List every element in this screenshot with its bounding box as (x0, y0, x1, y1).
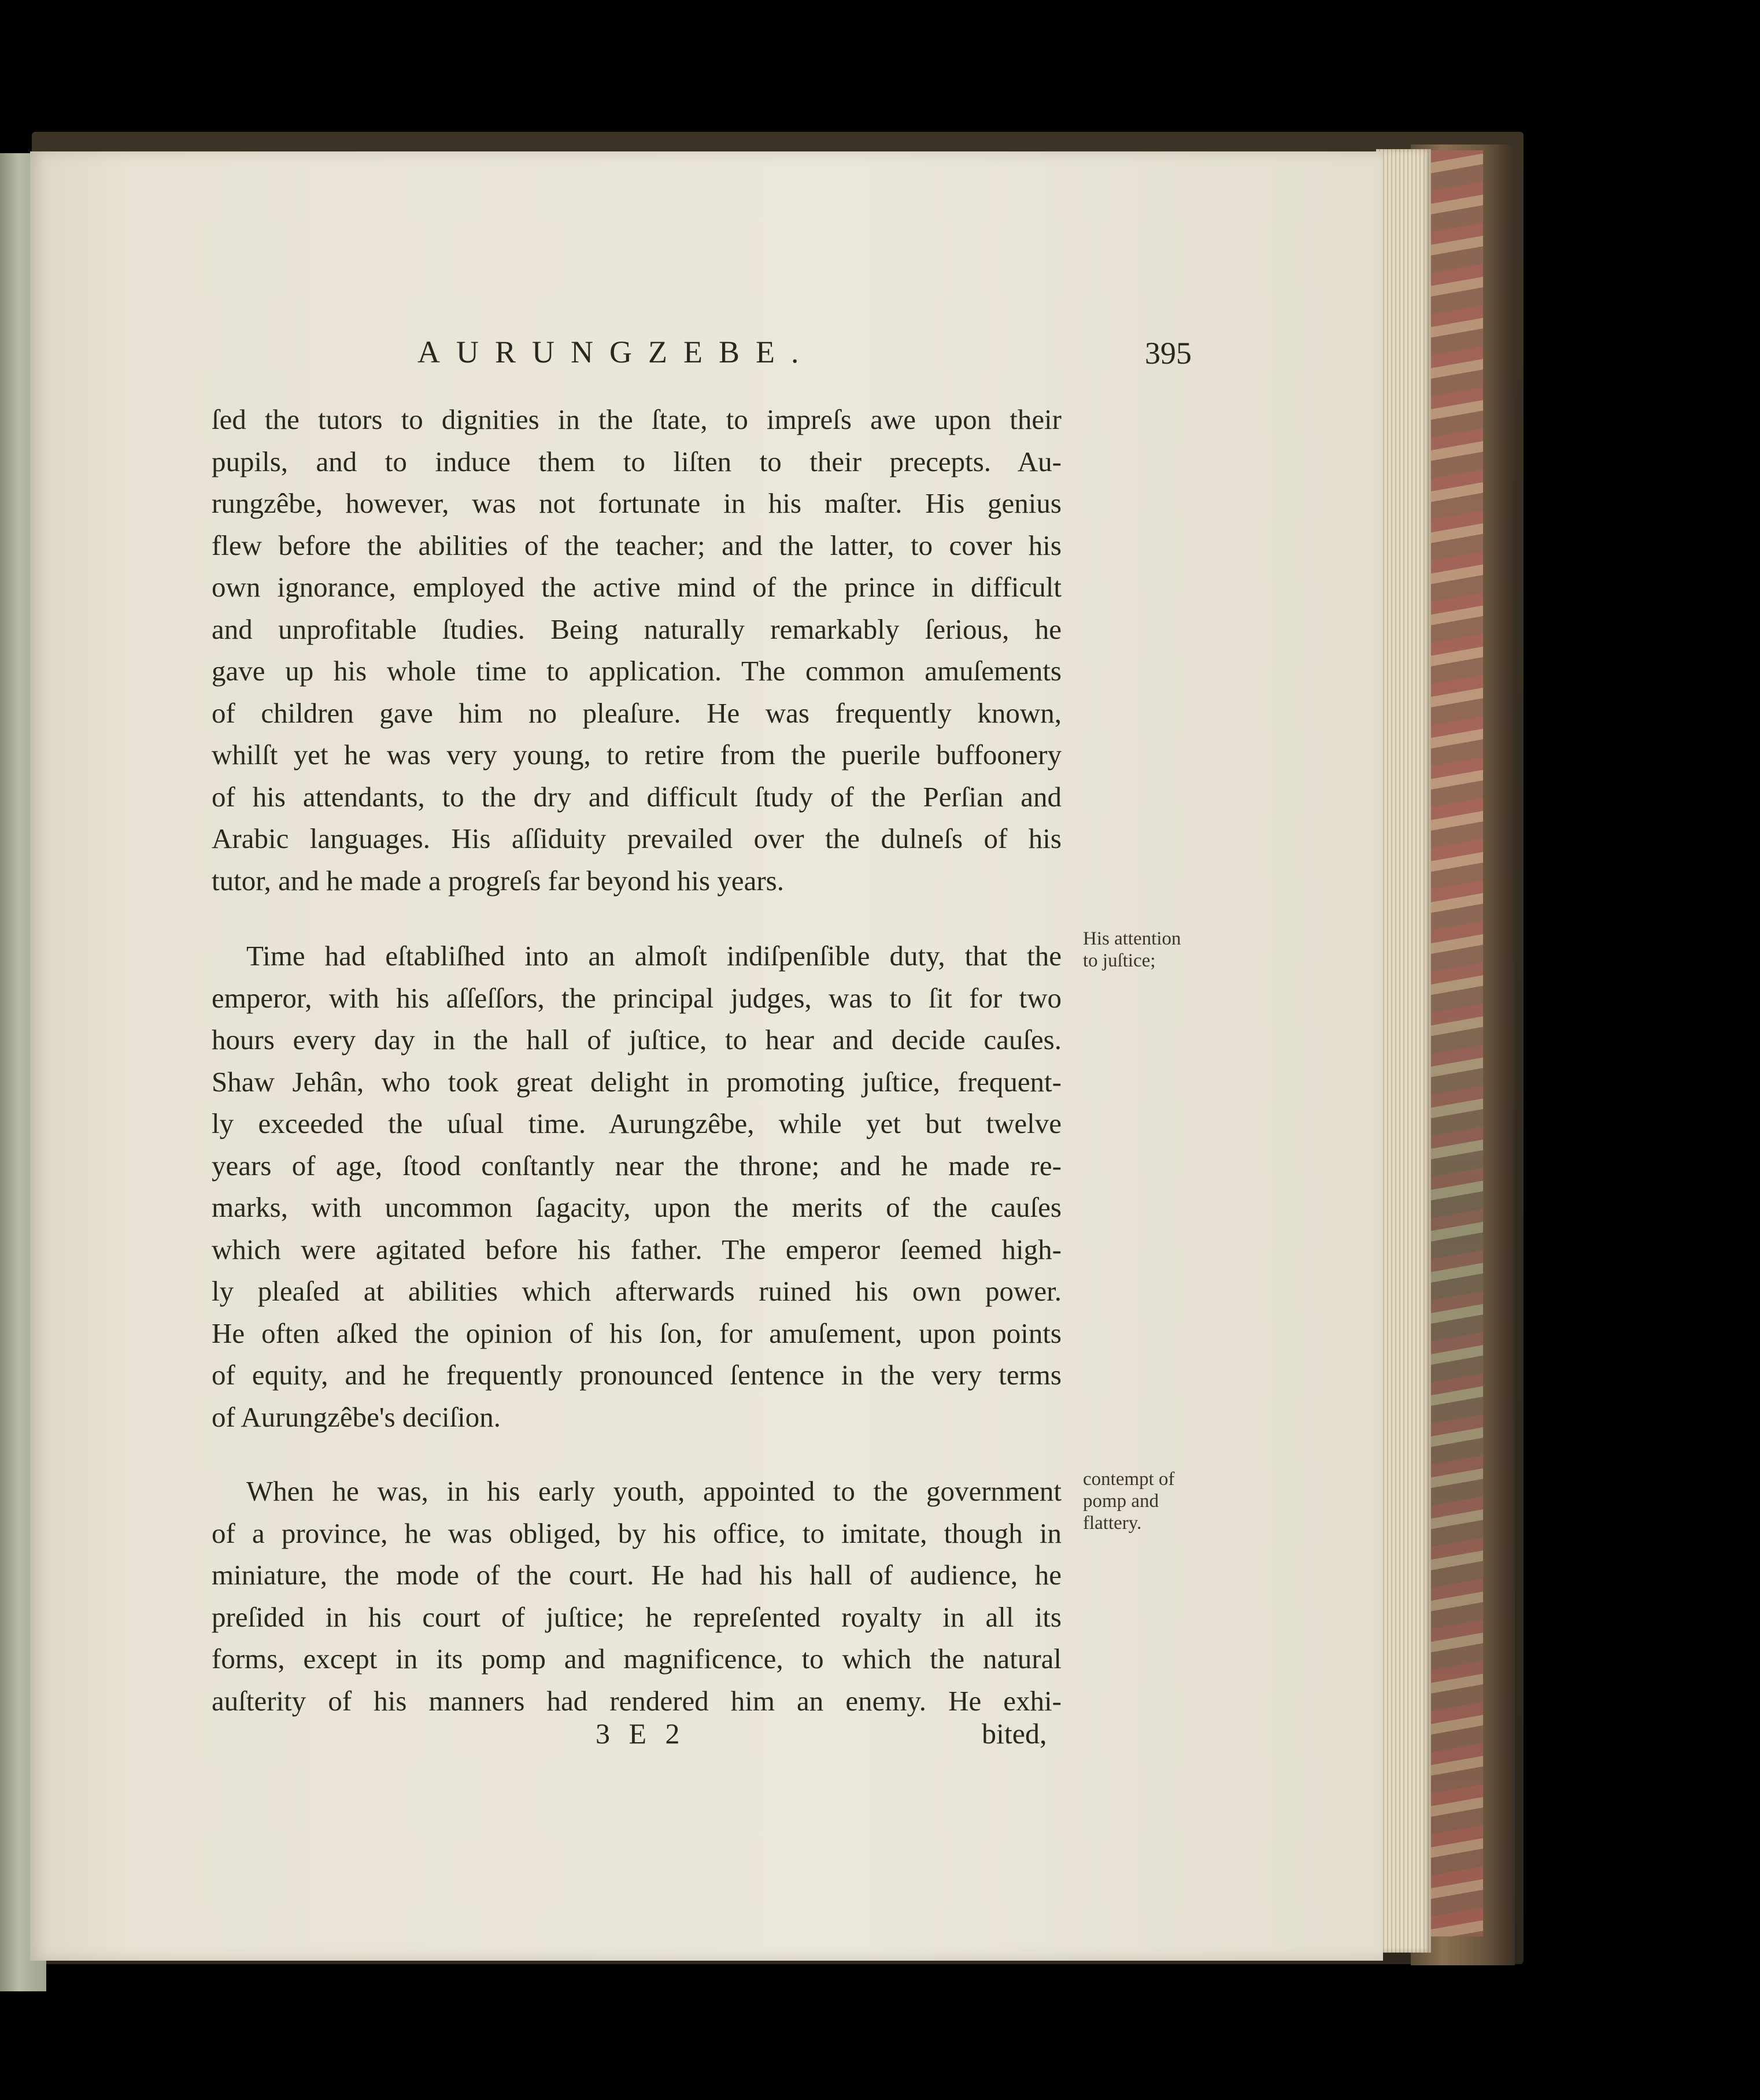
text-line: years of age, ſtood conſtantly near the throne; and he made re- (212, 1149, 1062, 1182)
margin-note-justice (1083, 928, 1181, 972)
text-line: miniature, the mode of the court. He had his hall of audience, he (212, 1559, 1062, 1591)
text-line: preſided in his court of juſtice; he repreſented royalty in all its (212, 1601, 1062, 1633)
page-edges (1376, 149, 1431, 1953)
text-line: He often aſked the opinion of his ſon, for amuſement, upon points (212, 1317, 1062, 1349)
text-line: of his attendants, to the dry and difficult ſtudy of the Perſian and (212, 780, 1062, 813)
text-line: Shaw Jehân, who took great delight in promoting juſtice, frequent- (212, 1065, 1062, 1098)
text-line: marks, with uncommon ſagacity, upon the merits of the cauſes (212, 1191, 1062, 1223)
text-line: of equity, and he frequently pronounced ſentence in the very terms (212, 1359, 1062, 1391)
signature-mark: 3 E 2 (596, 1717, 686, 1750)
paragraph-2 (212, 935, 1062, 1438)
text-line: and unprofitable ſtudies. Being naturally remarkably ſerious, he (212, 613, 1062, 645)
text-line: When he was, in his early youth, appointed to the government (246, 1475, 1062, 1507)
text-line: gave up his whole time to application. The common amuſements (212, 655, 1062, 687)
text-line: ſed the tutors to dignities in the ſtate, to impreſs awe upon their (212, 403, 1062, 435)
margin-note-line: to juſtice; (1083, 950, 1156, 971)
text-line: forms, except in its pomp and magnificence, to which the natural (212, 1643, 1062, 1675)
margin-note-contempt (1083, 1468, 1175, 1534)
margin-note-line: contempt of (1083, 1469, 1175, 1490)
text-line: of Aurungzêbe's deciſion. (212, 1401, 501, 1433)
paragraph-3 (212, 1471, 1062, 1722)
text-line: emperor, with his aſſeſſors, the principal judges, was to ſit for two (212, 982, 1062, 1014)
text-line: tutor, and he made a progreſs far beyond his years. (212, 864, 784, 897)
text-line: which were agitated before his father. The emperor ſeemed high- (212, 1233, 1062, 1265)
text-line: ly pleaſed at abilities which afterwards ruined his own power. (212, 1275, 1062, 1307)
marbled-endpaper (1428, 150, 1483, 1936)
catchword: bited, (982, 1717, 1047, 1750)
text-line: of children gave him no pleaſure. He was frequently known, (212, 697, 1062, 729)
text-line: hours every day in the hall of juſtice, to hear and decide cauſes. (212, 1024, 1062, 1055)
text-line: auſterity of his manners had rendered him an enemy. He exhi- (212, 1684, 1062, 1717)
text-line: whilſt yet he was very young, to retire from the puerile buffoonery (212, 739, 1062, 771)
text-line: flew before the abilities of the teacher; and the latter, to cover his (212, 529, 1062, 561)
margin-note-line: pomp and (1083, 1491, 1159, 1512)
page-number: 395 (1145, 336, 1192, 371)
text-line: pupils, and to induce them to liſten to their precepts. Au- (212, 445, 1062, 477)
text-line: own ignorance, employed the active mind of the prince in difficult (212, 571, 1062, 603)
text-line: Arabic languages. His aſſiduity prevailed over the dulneſs of his (212, 823, 1062, 854)
paragraph-1 (212, 399, 1062, 902)
text-line: ly exceeded the uſual time. Aurungzêbe, while yet but twelve (212, 1108, 1062, 1139)
margin-note-line: His attention (1083, 928, 1181, 949)
text-line: of a province, he was obliged, by his office, to imitate, though in (212, 1517, 1062, 1549)
margin-note-line: flattery. (1083, 1513, 1142, 1534)
text-line: rungzêbe, however, was not fortunate in his maſter. His genius (212, 487, 1062, 519)
running-title: AURUNGZEBE. (417, 335, 815, 369)
text-line: Time had eſtabliſhed into an almoſt indiſpenſible duty, that the (246, 940, 1062, 972)
